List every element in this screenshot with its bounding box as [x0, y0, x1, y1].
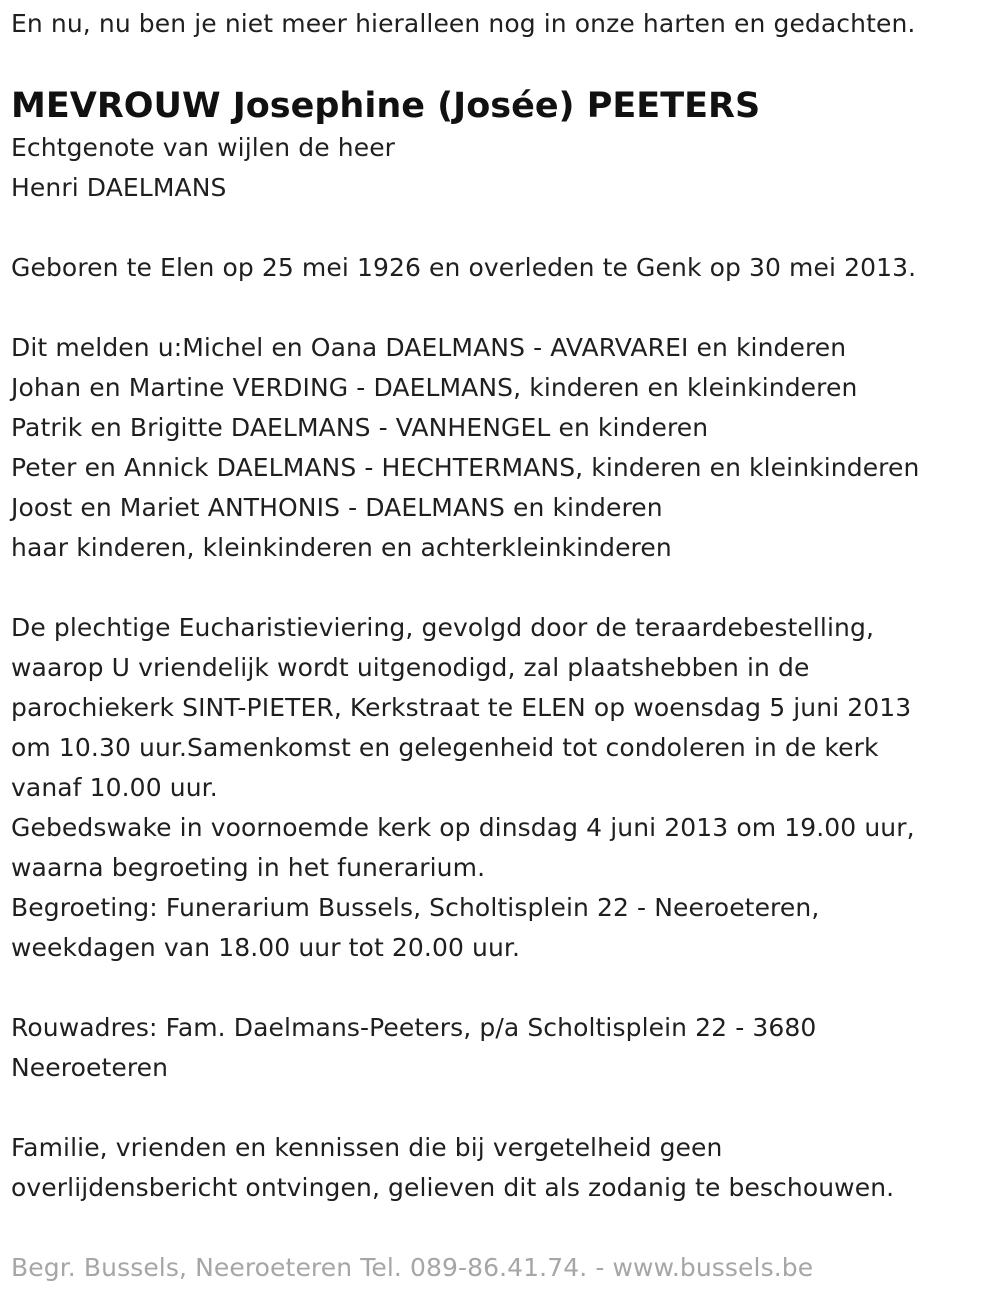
family-line: Peter en Annick DAELMANS - HECHTERMANS, kinderen en kleinkinderen [11, 453, 920, 482]
address-line: Rouwadres: Fam. Daelmans-Peeters, p/a Scholtisplein 22 - 3680 [11, 1013, 817, 1042]
notice-line: overlijdensbericht ontvingen, gelieven dit als zodanig te beschouwen. [11, 1173, 895, 1202]
spacer [11, 1088, 991, 1128]
ceremony-line: om 10.30 uur.Samenkomst en gelegenheid tot condoleren in de kerk [11, 733, 879, 762]
obituary-document [11, 4, 991, 1288]
family-line: Joost en Mariet ANTHONIS - DAELMANS en kinderen [11, 493, 663, 522]
ceremony-line: weekdagen van 18.00 uur tot 20.00 uur. [11, 933, 521, 962]
deceased-name: MEVROUW Josephine (Josée) PEETERS [11, 86, 761, 126]
ceremony-line: Gebedswake in voornoemde kerk op dinsdag 4 juni 2013 om 19.00 uur, [11, 813, 915, 842]
mourning-address [11, 1008, 991, 1088]
spacer [11, 568, 991, 608]
spacer [11, 208, 991, 248]
spacer [11, 1208, 991, 1248]
ceremony-line: parochiekerk SINT-PIETER, Kerkstraat te ELEN op woensdag 5 juni 2013 [11, 693, 912, 722]
family-line: Patrik en Brigitte DAELMANS - VANHENGEL en kinderen [11, 413, 709, 442]
ceremony-line: waarna begroeting in het funerarium. [11, 853, 486, 882]
ceremony-line: Begroeting: Funerarium Bussels, Scholtisplein 22 - Neeroeteren, [11, 893, 820, 922]
notice-line: Familie, vrienden en kennissen die bij vergetelheid geen [11, 1133, 723, 1162]
family-line: Johan en Martine VERDING - DAELMANS, kinderen en kleinkinderen [11, 373, 858, 402]
spouse-name: Henri DAELMANS [11, 173, 227, 202]
spacer [11, 288, 991, 328]
opening-line: En nu, nu ben je niet meer hieralleen nog in onze harten en gedachten. [11, 9, 916, 38]
ceremony-line: vanaf 10.00 uur. [11, 773, 218, 802]
family-line: haar kinderen, kleinkinderen en achterkleinkinderen [11, 533, 672, 562]
funeral-home-footer: Begr. Bussels, Neeroeteren Tel. 089-86.41.74. - www.bussels.be [11, 1253, 814, 1282]
birth-death-line: Geboren te Elen op 25 mei 1926 en overleden te Genk op 30 mei 2013. [11, 253, 917, 282]
ceremony-line: De plechtige Eucharistieviering, gevolgd door de teraardebestelling, [11, 613, 874, 642]
ceremony-paragraph [11, 608, 991, 968]
ceremony-line: waarop U vriendelijk wordt uitgenodigd, zal plaatshebben in de [11, 653, 810, 682]
notice-paragraph [11, 1128, 991, 1208]
address-line: Neeroeteren [11, 1053, 169, 1082]
family-line: Dit melden u:Michel en Oana DAELMANS - AVARVAREI en kinderen [11, 333, 847, 362]
spacer [11, 968, 991, 1008]
spacer [11, 44, 991, 84]
family-list [11, 328, 991, 568]
spouse-line: Echtgenote van wijlen de heer [11, 133, 396, 162]
